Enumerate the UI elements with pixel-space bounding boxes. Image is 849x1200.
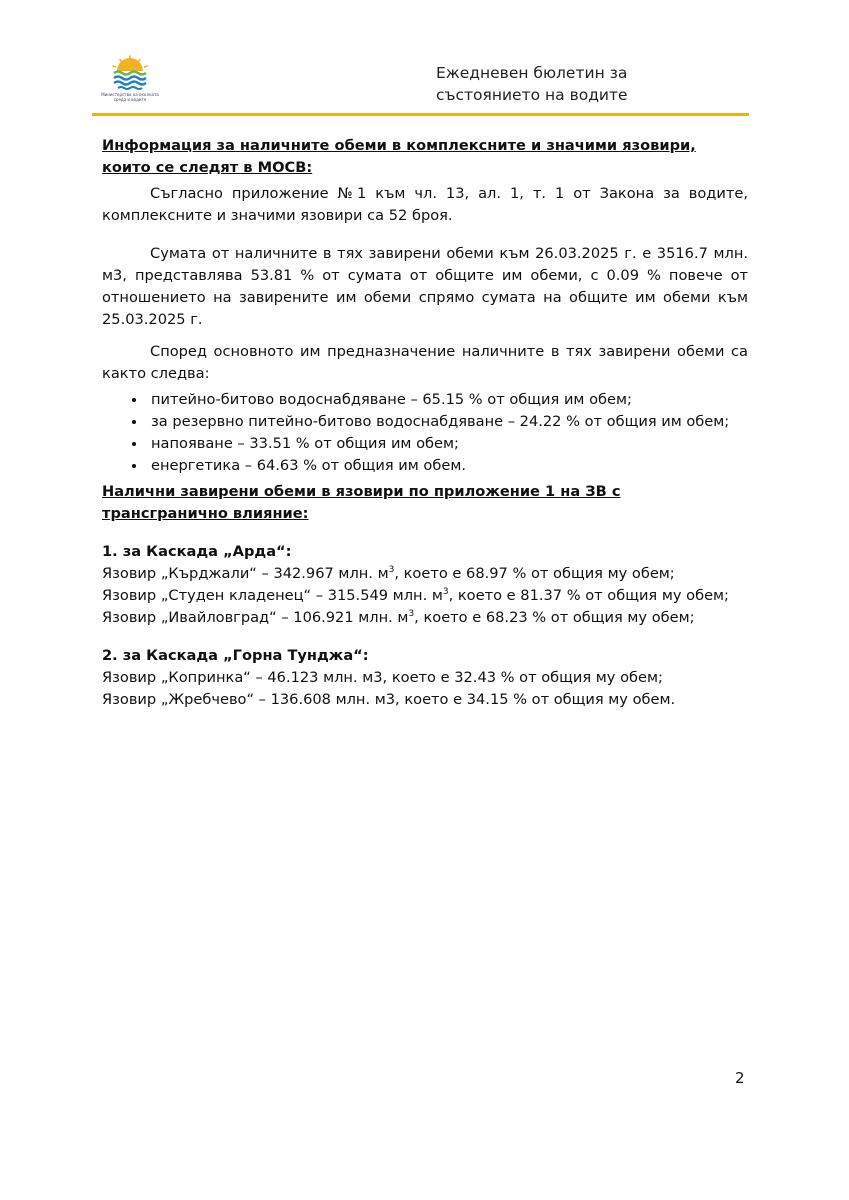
list-item: • питейно-битово водоснабдяване – 65.15 % от общия им обем;: [147, 389, 748, 411]
bulletin-title: [436, 62, 736, 106]
purpose-list: [102, 389, 748, 477]
reservoir-row: Язовир „Жребчево“ – 136.608 млн. м3, което е 34.15 % от общия му обем.: [102, 691, 676, 708]
reservoir-row: Язовир „Студен кладенец“ – 315.549 млн. $м^3$, което е 81.37 % от общия му обем;: [102, 587, 729, 604]
header-divider: [92, 113, 749, 116]
list-item: • за резервно питейно-битово водоснабдяване – 24.22 % от общия им обем;: [147, 411, 748, 433]
paragraph-total-volume: Сумата от наличните в тях завирени обеми към 26.03.2025 г. е 3516.7 млн. м3, представлява 53.81 % от сумата от общите им обеми, с 0.09 % повече от отношението на завирените им обеми спрямо сумата на общите им обеми към 25.03.2025 г.: [102, 245, 748, 328]
logo-caption: Министерство на околната среда и водите: [101, 92, 159, 102]
paragraph-legal-basis: Съгласно приложение №1 към чл. 13, ал. 1, т. 1 от Закона за водите, комплексните и значими язовири са 52 броя.: [102, 185, 748, 224]
section1-heading: Информация за наличните обеми в комплексните и значими язовири, които се следят в МОСВ:: [102, 137, 696, 176]
paragraph-purpose: Според основното им предназначение наличните в тях завирени обеми са както следва:: [102, 343, 748, 382]
bulletin-title-line2: състоянието на водите: [436, 86, 628, 104]
bulletin-title-line1: Ежедневен бюлетин за: [436, 64, 628, 82]
logo-emblem-icon: [108, 55, 152, 91]
cascade-gorna-tundzha-title: 2. за Каскада „Горна Тунджа“:: [102, 647, 369, 664]
ministry-logo: [98, 55, 162, 107]
reservoir-row: Язовир „Ивайловград“ – 106.921 млн. $м^3$, което е 68.23 % от общия му обем;: [102, 609, 695, 626]
list-item: • енергетика – 64.63 % от общия им обем.: [147, 455, 748, 477]
cascade-arda-title: 1. за Каскада „Арда“:: [102, 543, 292, 560]
section2-heading: Налични завирени обеми в язовири по приложение 1 на ЗВ с трансгранично влияние:: [102, 483, 621, 522]
reservoir-row: Язовир „Кърджали“ – 342.967 млн. $м^3$, което е 68.97 % от общия му обем;: [102, 565, 675, 582]
page-number: 2: [735, 1069, 745, 1087]
reservoir-row: Язовир „Копринка“ – 46.123 млн. м3, което е 32.43 % от общия му обем;: [102, 669, 663, 686]
document-body: [102, 135, 748, 711]
list-item: • напояване – 33.51 % от общия им обем;: [147, 433, 748, 455]
